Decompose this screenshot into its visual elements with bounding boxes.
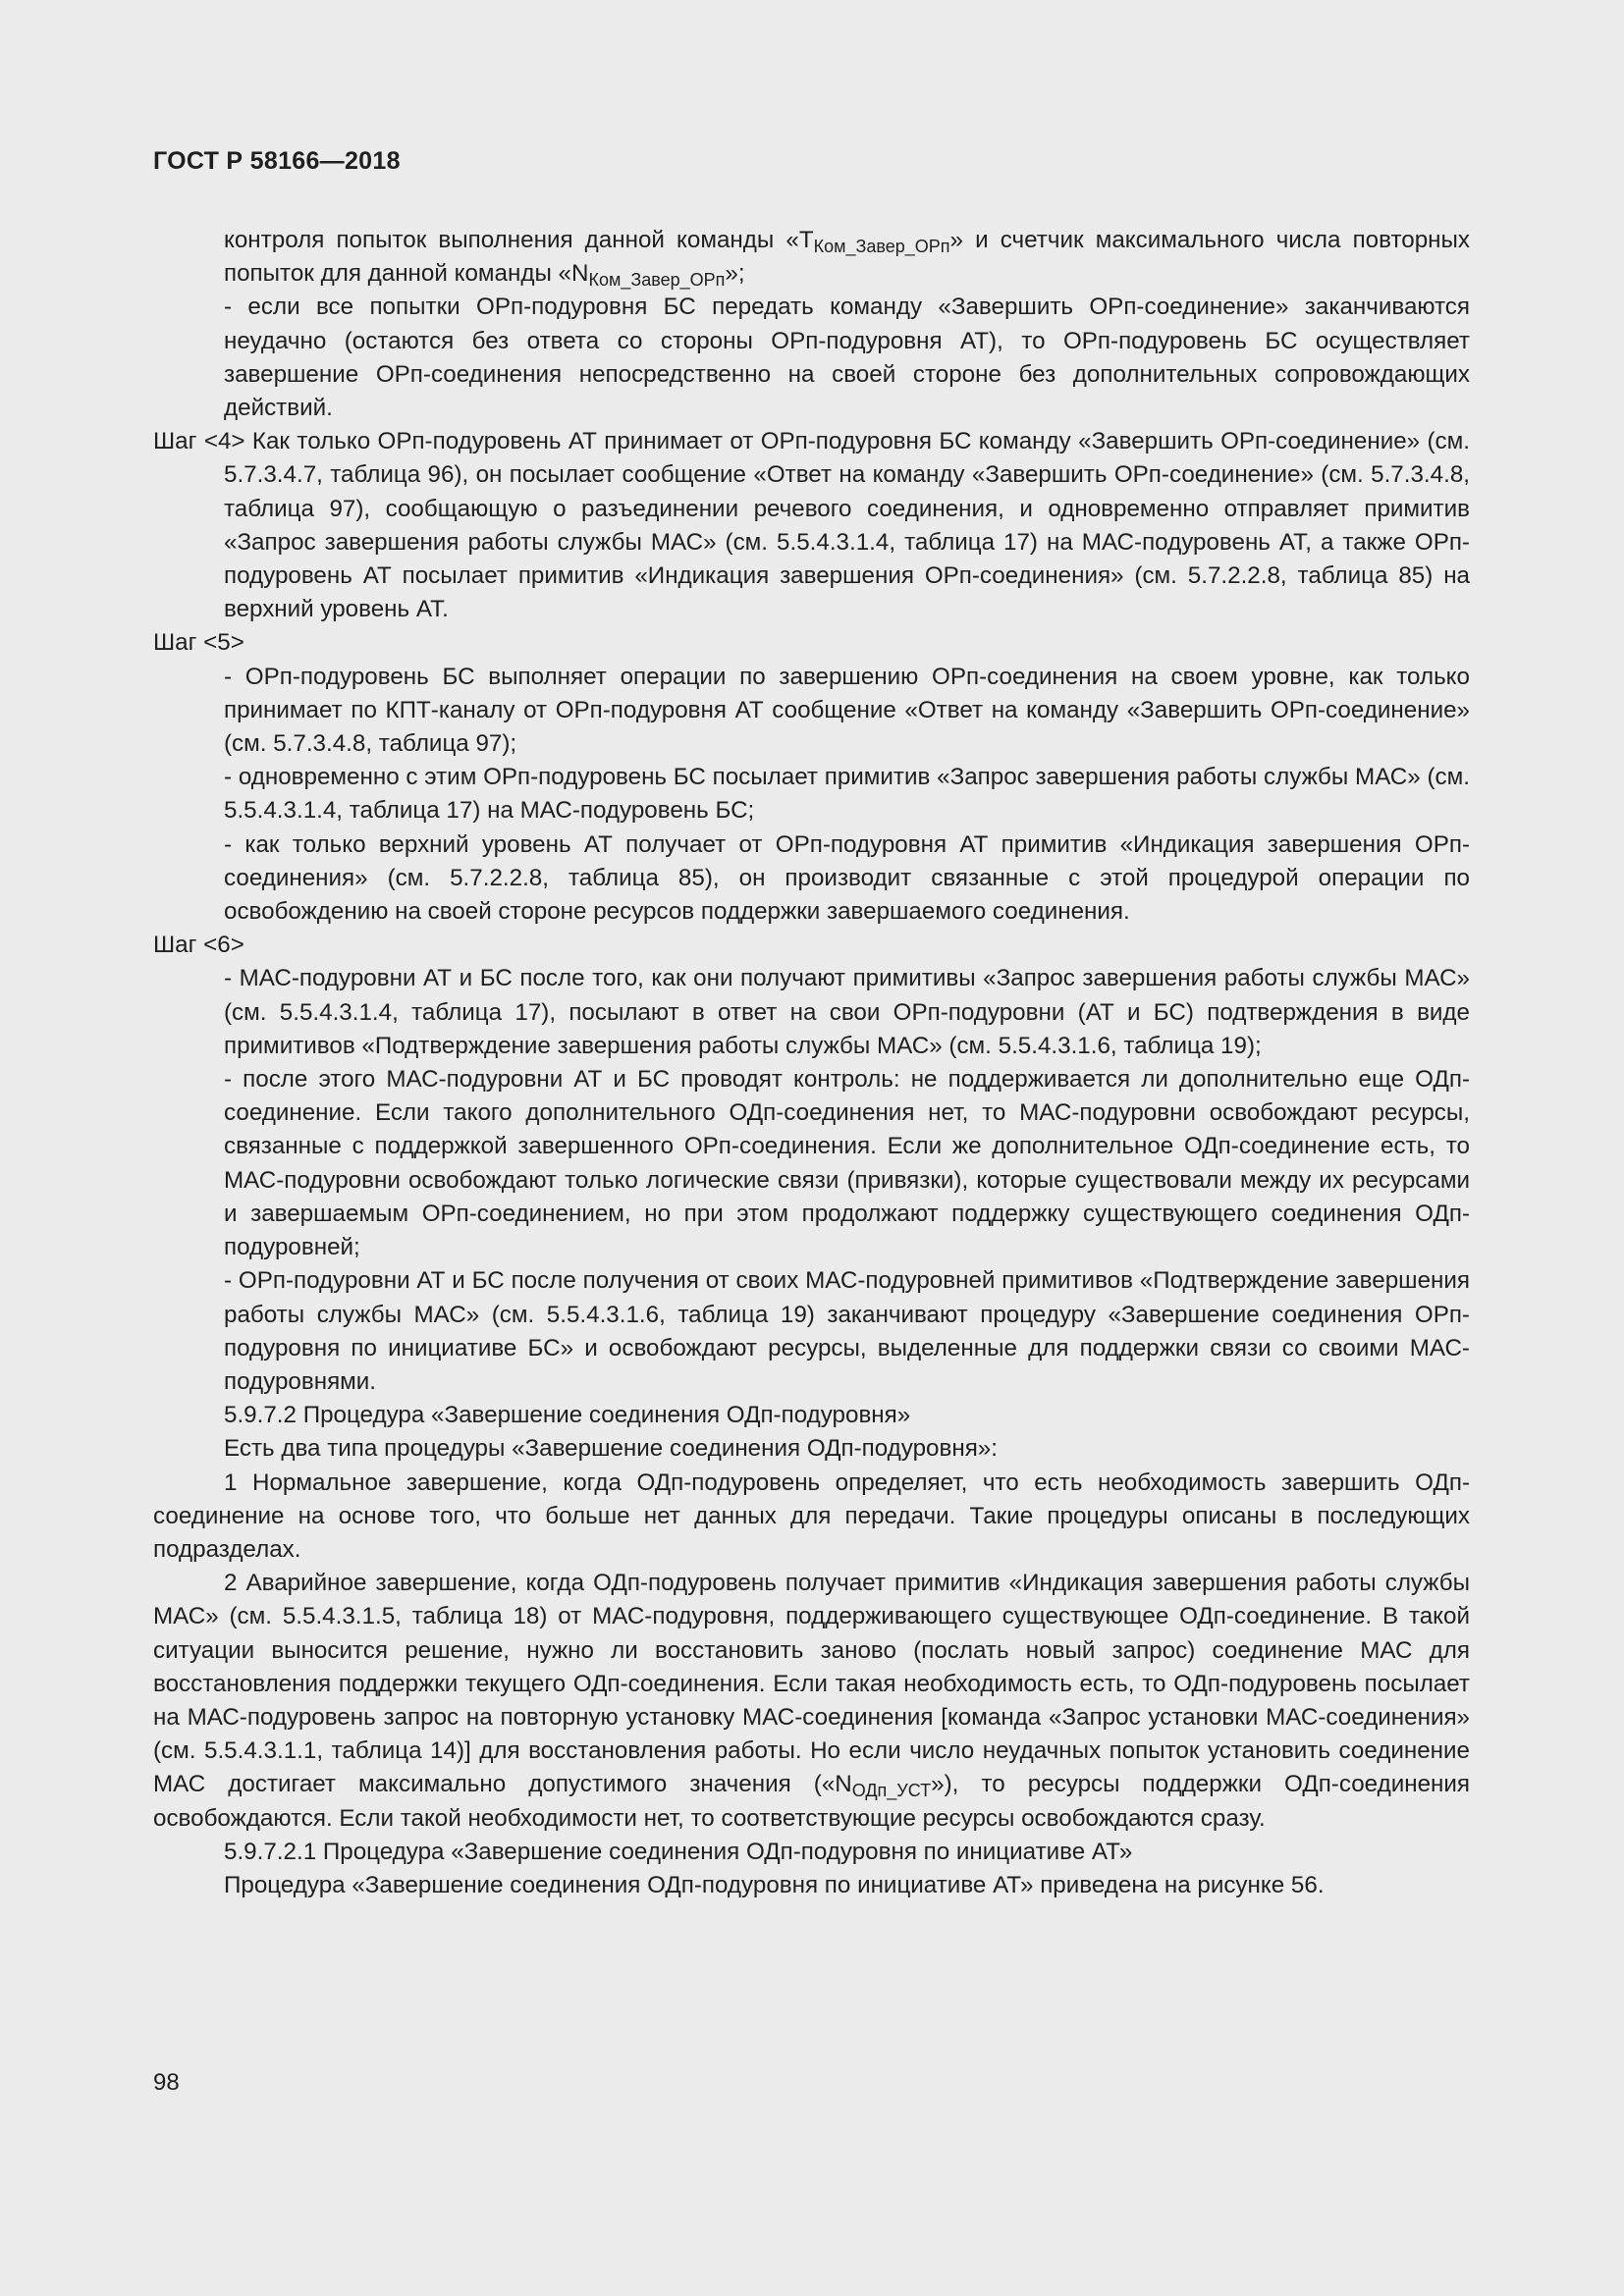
subscript: Ком_Завер_ОРп xyxy=(588,270,726,291)
text-run: 2 Аварийное завершение, когда ОДп-подуровень получает примитив «Индикация завершения работы службы МАС» (см. 5.5.4.3.1.5, таблица 18) от МАС-подуровня, поддерживающего существующее ОДп-соединение. В такой ситуации выносится решение, нужно ли восстановить заново (послать новый запрос) соединение МАС для восстановления поддержки текущего ОДп-соединения. Если такая необходимость есть, то ОДп-подуровень посылает на МАС-подуровень запрос на повторную установку МАС-соединения [команда «Запрос установки МАС-соединения» (см. 5.5.4.3.1.1, таблица 14)] для восстановления работы. Но если число неудачных попыток установить соединение МАС достигает максимально допустимого значения («N xyxy=(153,1570,1470,1798)
paragraph-emergency-termination xyxy=(153,1567,1470,1836)
document-header: ГОСТ Р 58166—2018 xyxy=(153,147,401,175)
paragraph-normal-termination: 1 Нормальное завершение, когда ОДп-подуровень определяет, что есть необходимость завершить ОДп-соединение на основе того, что больше нет данных для передачи. Такие процедуры описаны в последующих подразделах. xyxy=(153,1468,1470,1563)
paragraph: Процедура «Завершение соединения ОДп-подуровня по инициативе АТ» приведена на рисунке 56. xyxy=(224,1871,1325,1898)
list-item: - если все попытки ОРп-подуровня БС передать команду «Завершить ОРп-соединение» заканчиваются неудачно (остаются без ответа со стороны ОРп-подуровня АТ), то ОРп-подуровень БС осуществляет завершение ОРп-соединения непосредственно на своей стороне без дополнительных сопровождающих действий. xyxy=(224,294,1470,422)
list-item: - после этого МАС-подуровни АТ и БС проводят контроль: не поддерживается ли дополнительно еще ОДп-соединение. Если такого дополнительного ОДп-соединения нет, то МАС-подуровни освобождают ресурсы, связанные с поддержкой завершенного ОРп-соединения. Если же дополнительное ОДп-соединение есть, то МАС-подуровни освобождают только логические связи (привязки), которые существовали между их ресурсами и завершаемым ОРп-соединением, но при этом продолжают поддержку существующего соединения ОДп-подуровней; xyxy=(224,1066,1470,1261)
page-number: 98 xyxy=(153,2069,180,2096)
list-item: - МАС-подуровни АТ и БС после того, как они получают примитивы «Запрос завершения работы службы МАС» (см. 5.5.4.3.1.4, таблица 17), посылают в ответ на свои ОРп-подуровни (АТ и БС) подтверждения в виде примитивов «Подтверждение завершения работы службы МАС» (см. 5.5.4.3.1.6, таблица 19); xyxy=(224,965,1470,1059)
list-item: - ОРп-подуровни АТ и БС после получения от своих МАС-подуровней примитивов «Подтверждение завершения работы службы МАС» (см. 5.5.4.3.1.6, таблица 19) заканчивают процедуру «Завершение соединения ОРп-подуровня по инициативе БС» и освобождают ресурсы, выделенные для поддержки связи со своими МАС-подуровнями. xyxy=(224,1267,1470,1395)
list-item: - как только верхний уровень АТ получает от ОРп-подуровня АТ примитив «Индикация завершения ОРп-соединения» (см. 5.7.2.2.8, таблица 85), он производит связанные с этой процедурой операции по освобождению на своей стороне ресурсов поддержки завершаемого соединения. xyxy=(224,830,1470,926)
paragraph: Есть два типа процедуры «Завершение соединения ОДп-подуровня»: xyxy=(224,1435,998,1463)
text-run: »; xyxy=(725,260,745,288)
list-item: - ОРп-подуровень БС выполняет операции по завершению ОРп-соединения на своем уровне, как только принимает по КПТ-каналу от ОРп-подуровня АТ сообщение «Ответ на команду «Завершить ОРп-соединение» (см. 5.7.3.4.8, таблица 97); xyxy=(224,663,1470,758)
section-heading-5-9-7-2-1: 5.9.7.2.1 Процедура «Завершение соединения ОДп-подуровня по инициативе АТ» xyxy=(224,1838,1133,1865)
step-4-paragraph: Шаг <4> Как только ОРп-подуровень АТ принимает от ОРп-подуровня БС команду «Завершить ОРп-соединение» (см. 5.7.3.4.7, таблица 96), он посылает сообщение «Ответ на команду «Завершить ОРп-соединение» (см. 5.7.3.4.8, таблица 97), сообщающую о разъединении речевого соединения, и одновременно отправляет примитив «Запрос завершения работы службы МАС» (см. 5.5.4.3.1.4, таблица 17) на МАС-подуровень АТ, а также ОРп-подуровень АТ посылает примитив «Индикация завершения ОРп-соединения» (см. 5.7.2.2.8, таблица 85) на верхний уровень АТ. xyxy=(153,428,1470,623)
section-heading-5-9-7-2: 5.9.7.2 Процедура «Завершение соединения ОДп-подуровня» xyxy=(224,1402,911,1429)
text-run: контроля попыток выполнения данной команды «Т xyxy=(224,227,814,253)
subscript: ОДп_УСТ xyxy=(851,1781,932,1801)
paragraph-timer-counter xyxy=(153,224,1470,291)
text-run: »), то ресурсы поддержки ОДп-соединения освобождаются. Если такой необходимости нет, то соответствующие ресурсы освобождаются сразу. xyxy=(153,1771,1470,1832)
step-5-heading: Шаг <5> xyxy=(153,629,244,657)
page-body xyxy=(153,224,1470,1902)
list-item: - одновременно с этим ОРп-подуровень БС посылает примитив «Запрос завершения работы службы МАС» (см. 5.5.4.3.1.4, таблица 17) на МАС-подуровень БС; xyxy=(224,764,1470,825)
subscript: Ком_Завер_ОРп xyxy=(813,237,950,256)
step-6-heading: Шаг <6> xyxy=(153,932,244,959)
text-run: » и счетчик максимального числа повторных попыток для данной команды «N xyxy=(224,227,1470,288)
